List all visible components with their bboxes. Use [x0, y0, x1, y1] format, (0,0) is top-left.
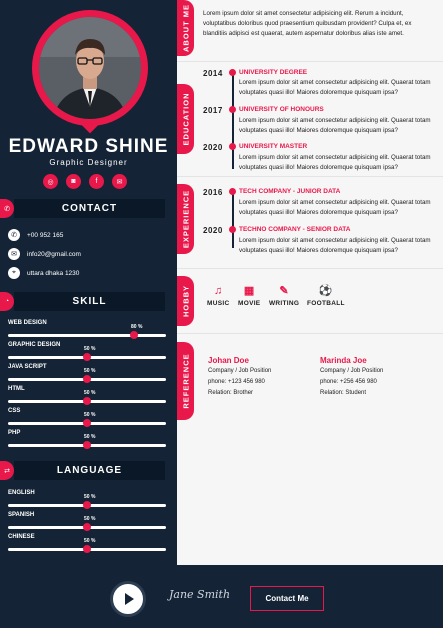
skill-label: WEB DESIGN — [8, 320, 47, 326]
language-label: CHINESE — [8, 534, 35, 540]
timeline-dot — [229, 188, 236, 195]
language-percent: 50 % — [84, 516, 96, 522]
experience-year: 2016 — [203, 188, 223, 197]
skill-percent: 50 % — [84, 390, 96, 396]
education-body: Lorem ipsum dolor sit amet consectetur adipisicing elit. Quaerat totam voluptates quasi illo! Maiores doloremque quisquam ipsa? — [239, 154, 431, 171]
tab-experience — [177, 184, 194, 254]
education-title: UNIVERSITY DEGREE — [239, 69, 308, 76]
skill-percent: 50 % — [84, 434, 96, 440]
profile-name: EDWARD SHINE — [8, 136, 169, 157]
skill-percent: 50 % — [84, 412, 96, 418]
education-timeline — [232, 73, 234, 169]
education-body: Lorem ipsum dolor sit amet consectetur adipisicing elit. Quaerat totam voluptates quasi illo! Maiores doloremque quisquam ipsa? — [239, 117, 431, 134]
instagram-icon[interactable]: ◙ — [66, 174, 81, 189]
experience-year: 2020 — [203, 226, 223, 235]
skill-slider[interactable] — [8, 356, 166, 359]
reference-name: Johan Doe — [208, 356, 249, 365]
divider — [177, 176, 443, 177]
skill-label: GRAPHIC DESIGN — [8, 342, 61, 348]
phone-icon: ✆ — [8, 229, 20, 241]
contact-email — [8, 248, 81, 260]
hobby-football — [307, 285, 345, 307]
reference-relation: Relation: Brother — [208, 390, 254, 396]
film-icon: ▦ — [243, 285, 255, 297]
music-icon: ♫ — [213, 285, 223, 297]
language-slider-handle[interactable] — [83, 501, 91, 509]
tab-education — [177, 84, 194, 154]
education-year: 2014 — [203, 69, 223, 78]
tab-about-me — [177, 0, 194, 56]
experience-title: TECH COMPANY - JUNIOR DATA — [239, 188, 341, 195]
hobby-movie — [238, 285, 260, 307]
contact-address — [8, 267, 79, 279]
language-slider-handle[interactable] — [83, 523, 91, 531]
language-tab-icon: ⇄ — [0, 461, 14, 480]
timeline-dot — [229, 226, 236, 233]
timeline-dot — [229, 143, 236, 150]
about-text: Lorem ipsum dolor sit amet consectetur adipisicing elit. Rerum a incidunt, voluptatibus doloribus quod praesentium quibusdam provident? Culpa et, ex blanditiis adipisci est quaerat, autem aspernatur doloribus alias iste amet. — [203, 10, 412, 37]
experience-title: TECHNO COMPANY - SENIOR DATA — [239, 226, 351, 233]
skill-slider[interactable] — [8, 444, 166, 447]
contact-address-text: uttara dhaka 1230 — [27, 269, 80, 277]
skill-slider[interactable] — [8, 378, 166, 381]
contact-phone-text: +00 952 165 — [27, 231, 64, 239]
tab-reference — [177, 342, 194, 420]
skill-slider[interactable] — [8, 422, 166, 425]
reference-name: Marinda Joe — [320, 356, 367, 365]
skill-slider-handle[interactable] — [130, 331, 138, 339]
language-label: ENGLISH — [8, 490, 35, 496]
skill-percent: 80 % — [131, 324, 143, 330]
hobby-label: FOOTBALL — [307, 300, 345, 307]
language-heading: LANGUAGE — [14, 461, 165, 480]
profile-role: Graphic Designer — [49, 158, 128, 167]
divider — [177, 333, 443, 334]
contact-email-text[interactable]: info20@gmail.com — [27, 250, 81, 258]
location-icon: ⌖ — [8, 267, 20, 279]
signature: Jane Smith — [169, 588, 231, 601]
tab-experience-label: EXPERIENCE — [181, 189, 190, 249]
skill-percent: 50 % — [84, 346, 96, 352]
skill-slider-handle[interactable] — [83, 375, 91, 383]
divider — [177, 268, 443, 269]
reference-position: Company / Job Position — [208, 368, 272, 374]
tab-hobby-label: HOBBY — [181, 284, 190, 318]
experience-body: Lorem ipsum dolor sit amet consectetur adipisicing elit. Quaerat totam voluptates quasi illo! Maiores doloremque quisquam ipsa? — [239, 237, 431, 254]
skill-slider-handle[interactable] — [83, 353, 91, 361]
phone-tab-icon: ✆ — [0, 199, 14, 218]
skill-slider-handle[interactable] — [83, 419, 91, 427]
language-label: SPANISH — [8, 512, 35, 518]
sidebar — [0, 0, 177, 565]
contact-me-button[interactable]: Contact Me — [250, 586, 324, 611]
reference-position: Company / Job Position — [320, 368, 384, 374]
language-slider[interactable] — [8, 504, 166, 507]
skill-slider-handle[interactable] — [83, 441, 91, 449]
language-percent: 50 % — [84, 494, 96, 500]
divider — [177, 61, 443, 62]
dribbble-icon[interactable]: ◎ — [43, 174, 58, 189]
play-button[interactable] — [110, 581, 146, 617]
skill-label: HTML — [8, 386, 25, 392]
education-title: UNIVERSITY OF HONOURS — [239, 106, 324, 113]
language-slider[interactable] — [8, 548, 166, 551]
language-slider[interactable] — [8, 526, 166, 529]
education-body: Lorem ipsum dolor sit amet consectetur adipisicing elit. Quaerat totam voluptates quasi illo! Maiores doloremque quisquam ipsa? — [239, 79, 431, 96]
education-year: 2017 — [203, 106, 223, 115]
hobby-label: WRITING — [269, 300, 300, 307]
chart-tab-icon: ◔ — [0, 292, 14, 311]
experience-body: Lorem ipsum dolor sit amet consectetur adipisicing elit. Quaerat totam voluptates quasi illo! Maiores doloremque quisquam ipsa? — [239, 199, 431, 216]
football-icon: ⚽ — [318, 285, 333, 297]
language-percent: 50 % — [84, 538, 96, 544]
skill-slider-handle[interactable] — [83, 397, 91, 405]
tab-reference-label: REFERENCE — [181, 353, 190, 409]
skill-label: CSS — [8, 408, 21, 414]
skill-heading: SKILL — [14, 292, 165, 311]
tab-education-label: EDUCATION — [181, 92, 190, 146]
contact-heading: CONTACT — [14, 199, 165, 218]
profile-photo — [39, 17, 141, 119]
timeline-dot — [229, 106, 236, 113]
timeline-dot — [229, 69, 236, 76]
hobby-music — [207, 285, 229, 307]
play-icon — [125, 593, 134, 605]
language-slider-handle[interactable] — [83, 545, 91, 553]
tab-hobby — [177, 276, 194, 326]
skill-percent: 50 % — [84, 368, 96, 374]
education-year: 2020 — [203, 143, 223, 152]
reference-relation: Relation: Student — [320, 390, 367, 396]
social-links — [43, 174, 127, 189]
experience-timeline — [232, 192, 234, 248]
hobby-label: MUSIC — [207, 300, 230, 307]
skill-label: PHP — [8, 430, 21, 436]
mail-icon[interactable]: ✉ — [112, 174, 127, 189]
hobby-label: MOVIE — [238, 300, 261, 307]
pen-icon: ✎ — [279, 285, 289, 297]
facebook-icon[interactable]: f — [89, 174, 104, 189]
reference-phone: phone: +256 456 980 — [320, 379, 377, 385]
reference-phone: phone: +123 456 980 — [208, 379, 265, 385]
skill-slider[interactable] — [8, 400, 166, 403]
mail-icon: ✉ — [8, 248, 20, 260]
tab-about-me-label: ABOUT ME — [181, 4, 190, 52]
education-title: UNIVERSITY MASTER — [239, 143, 308, 150]
skill-label: JAVA SCRIPT — [8, 364, 47, 370]
contact-phone — [8, 229, 63, 241]
skill-slider[interactable] — [8, 334, 166, 337]
hobby-writing — [269, 285, 299, 307]
